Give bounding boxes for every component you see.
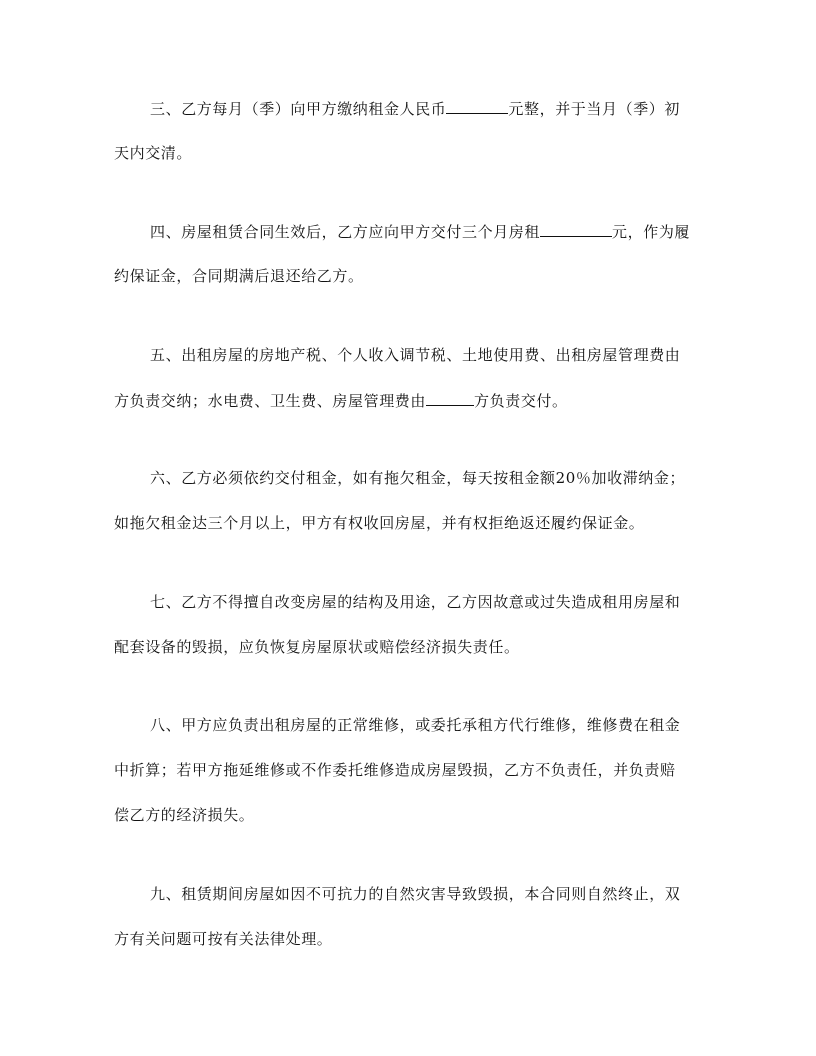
clause-4-text-b: 元，作为履 bbox=[612, 223, 691, 241]
clause-3-text-a: 三、乙方每月（季）向甲方缴纳租金人民币 bbox=[150, 100, 447, 118]
clause-3-line-2: 天内交清。 bbox=[114, 144, 193, 162]
clause-3-line-1 bbox=[150, 98, 680, 119]
clause-4-text-a: 四、房屋租赁合同生效后，乙方应向甲方交付三个月房租 bbox=[150, 223, 541, 241]
clause-5-text-a: 方负责交纳；水电费、卫生费、房屋管理费由 bbox=[114, 392, 427, 410]
clause-4-line-1 bbox=[150, 221, 690, 242]
clause-7-line-2: 配套设备的毁损，应负恢复房屋原状或赔偿经济损失责任。 bbox=[114, 638, 520, 656]
clause-3-text-b: 元整，并于当月（季）初 bbox=[508, 100, 681, 118]
clause-8-line-1: 八、甲方应负责出租房屋的正常维修，或委托承租方代行维修，维修费在租金 bbox=[150, 716, 681, 734]
clause-8-line-3: 偿乙方的经济损失。 bbox=[114, 806, 255, 824]
clause-4-line-2: 约保证金，合同期满后退还给乙方。 bbox=[114, 267, 364, 285]
payer-party-blank bbox=[426, 390, 474, 406]
rent-amount-blank bbox=[446, 98, 508, 114]
clause-6-line-2: 如拖欠租金达三个月以上，甲方有权收回房屋，并有权拒绝返还履约保证金。 bbox=[114, 514, 645, 532]
clause-5-line-2 bbox=[114, 390, 568, 411]
clause-6-line-1: 六、乙方必须依约交付租金，如有拖欠租金，每天按租金额20％加收滞纳金； bbox=[150, 469, 686, 487]
clause-8-line-2: 中折算；若甲方拖延维修或不作委托维修造成房屋毁损，乙方不负责任，并负责赔 bbox=[114, 761, 676, 779]
clause-9-line-1: 九、租赁期间房屋如因不可抗力的自然灾害导致毁损，本合同则自然终止，双 bbox=[150, 885, 681, 903]
clause-7-line-1: 七、乙方不得擅自改变房屋的结构及用途，乙方因故意或过失造成租用房屋和 bbox=[150, 593, 681, 611]
clause-5-text-b: 方负责交付。 bbox=[474, 392, 568, 410]
deposit-amount-blank bbox=[540, 221, 612, 237]
clause-5-line-1: 五、出租房屋的房地产税、个人收入调节税、土地使用费、出租房屋管理费由 bbox=[150, 346, 681, 364]
clause-9-line-2: 方有关问题可按有关法律处理。 bbox=[114, 930, 333, 948]
